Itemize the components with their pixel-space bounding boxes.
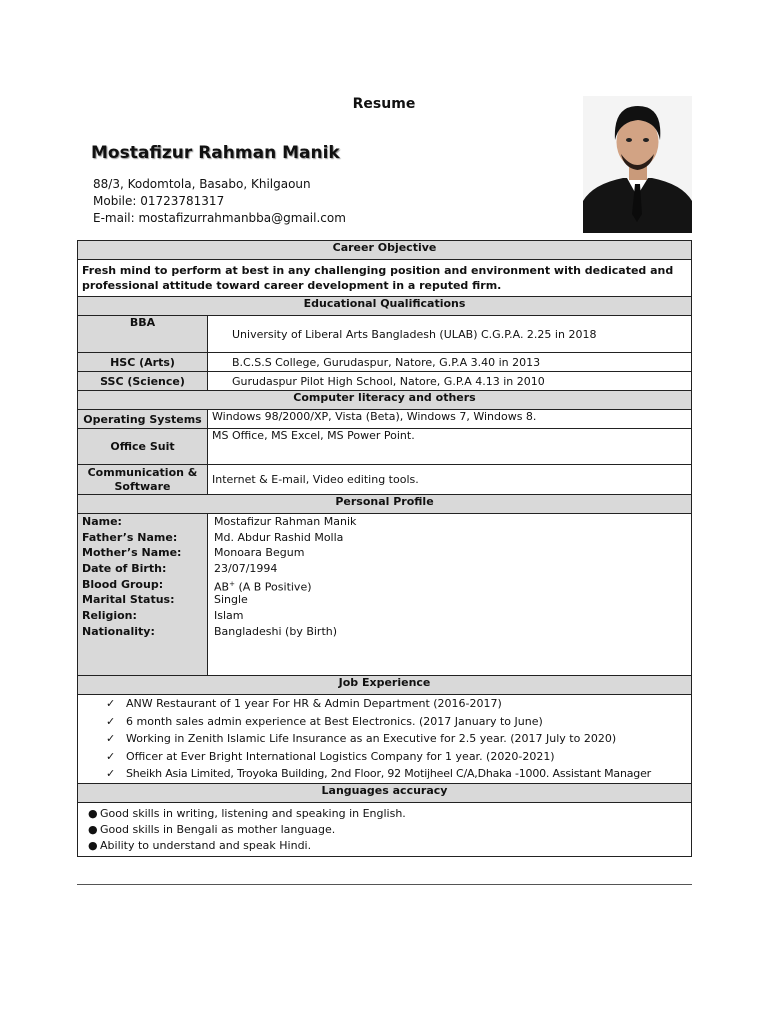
computer-value-os: Windows 98/2000/XP, Vista (Beta), Windows 7, Windows 8. [208, 410, 692, 429]
bullet-icon: ● [88, 838, 98, 852]
blood-group: AB [214, 580, 230, 594]
list-item [106, 730, 687, 748]
personal-value-dob: 23/07/1994 [214, 562, 278, 576]
blood-group-note: (A B Positive) [234, 580, 312, 594]
personal-value-blood [214, 577, 687, 593]
personal-label: Religion: [82, 609, 137, 623]
computer-label-communication: Communication & Software [78, 465, 208, 495]
personal-label: Father’s Name: [82, 530, 178, 544]
profile-photo [583, 96, 692, 233]
personal-value-name: Mostafizur Rahman Manik [214, 515, 357, 528]
personal-value-mother: Monoara Begum [214, 546, 305, 560]
job-heading: Job Experience [78, 676, 692, 695]
personal-label: Blood Group: [82, 577, 164, 591]
list-item [106, 713, 687, 731]
check-icon: ✓ [106, 767, 116, 780]
personal-label: Marital Status: [82, 593, 175, 607]
computer-value-communication: Internet & E-mail, Video editing tools. [208, 465, 692, 495]
check-icon: ✓ [106, 714, 116, 728]
check-icon: ✓ [106, 749, 116, 763]
check-icon: ✓ [106, 732, 116, 745]
mobile-line: Mobile: 01723781317 [93, 194, 225, 208]
personal-value-father: Md. Abdur Rashid Molla [214, 530, 344, 544]
list-item [106, 765, 687, 783]
personal-value-nationality: Bangladeshi (by Birth) [214, 624, 338, 638]
computer-label-office: Office Suit [78, 429, 208, 465]
education-label-bba: BBA [78, 316, 208, 353]
career-objective-text: Fresh mind to perform at best in any challenging position and environment with dedicated and professional attitude toward career development in a reputed firm. [78, 260, 692, 297]
language-item-text: Good skills in writing, listening and speaking in English. [100, 806, 406, 820]
education-label-hsc: HSC (Arts) [78, 353, 208, 372]
list-item [88, 806, 683, 822]
education-value-ssc: Gurudaspur Pilot High School, Natore, G.P.A 4.13 in 2010 [208, 372, 692, 391]
list-item [106, 748, 687, 766]
education-label-ssc: SSC (Science) [78, 372, 208, 391]
languages-heading: Languages accuracy [78, 783, 692, 802]
applicant-name: Mostafizur Rahman Manik [91, 143, 340, 163]
personal-label: Name: [82, 515, 122, 528]
email-line: E-mail: mostafizurrahmanbba@gmail.com [93, 211, 346, 225]
career-objective-heading: Career Objective [78, 241, 692, 260]
job-item-text: Officer at Ever Bright International Logistics Company for 1 year. (2020-2021) [126, 749, 555, 763]
personal-label: Mother’s Name: [82, 546, 182, 560]
job-list [78, 695, 692, 784]
personal-value-religion: Islam [214, 609, 244, 623]
blood-group-sign: + [229, 579, 235, 588]
job-item-text: Working in Zenith Islamic Life Insurance as an Executive for 2.5 year. (2017 July to 2020) [126, 732, 617, 745]
computer-heading: Computer literacy and others [78, 391, 692, 410]
bullet-icon: ● [88, 822, 98, 836]
check-icon: ✓ [106, 697, 116, 710]
bullet-icon: ● [88, 806, 98, 820]
education-value-bba: University of Liberal Arts Bangladesh (ULAB) C.G.P.A. 2.25 in 2018 [208, 316, 692, 353]
list-item [88, 838, 683, 854]
document-title: Resume [352, 96, 416, 112]
language-item-text: Good skills in Bengali as mother language. [100, 822, 336, 836]
personal-values [208, 514, 692, 676]
list-item [88, 822, 683, 838]
education-value-hsc: B.C.S.S College, Gurudaspur, Natore, G.P.A 3.40 in 2013 [208, 353, 692, 372]
resume-table [77, 240, 692, 857]
job-item-text: ANW Restaurant of 1 year For HR & Admin Department (2016-2017) [126, 697, 502, 710]
job-item-text: Sheikh Asia Limited, Troyoka Building, 2nd Floor, 92 Motijheel C/A,Dhaka -1000. Assistant Manager [126, 767, 651, 780]
footer-divider [77, 884, 692, 885]
personal-labels [78, 514, 208, 676]
language-item-text: Ability to understand and speak Hindi. [100, 838, 312, 852]
job-item-text: 6 month sales admin experience at Best Electronics. (2017 January to June) [126, 714, 543, 728]
language-list [78, 802, 692, 856]
address-line: 88/3, Kodomtola, Basabo, Khilgaoun [93, 177, 311, 191]
list-item [106, 695, 687, 713]
personal-value-marital: Single [214, 593, 248, 607]
computer-value-office: MS Office, MS Excel, MS Power Point. [208, 429, 692, 465]
education-heading: Educational Qualifications [78, 297, 692, 316]
personal-label: Date of Birth: [82, 562, 167, 576]
personal-label: Nationality: [82, 624, 155, 638]
computer-label-os: Operating Systems [78, 410, 208, 429]
personal-heading: Personal Profile [78, 495, 692, 514]
